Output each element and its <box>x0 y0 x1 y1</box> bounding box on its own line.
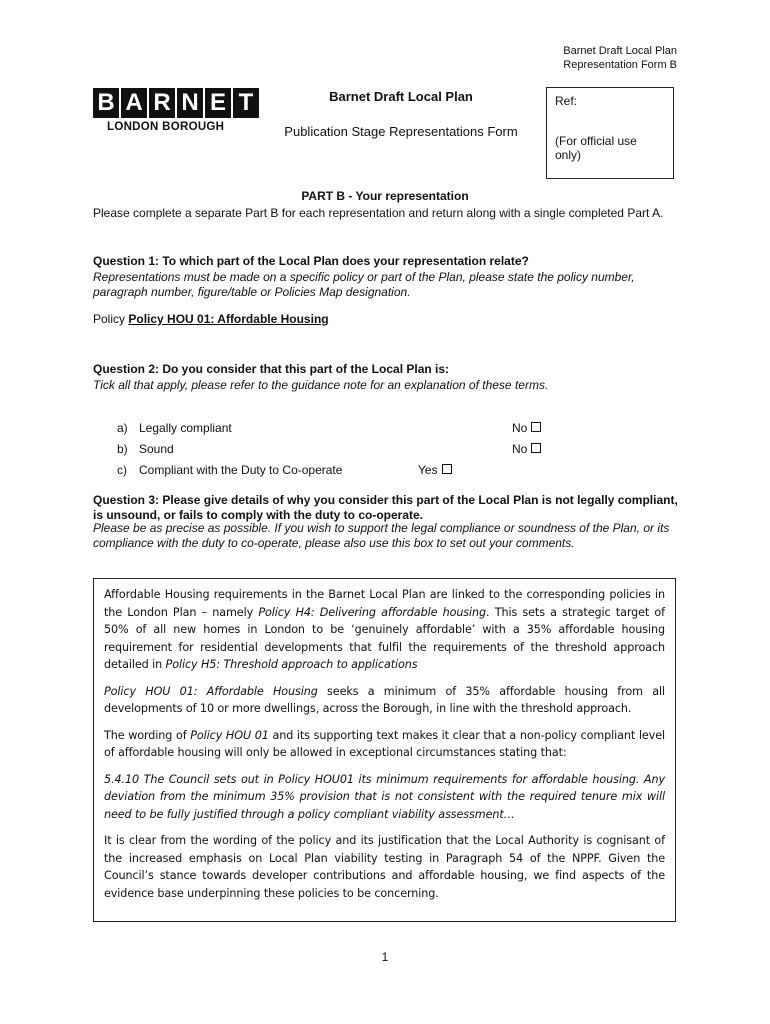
answer-text: The wording of <box>104 728 191 742</box>
policy-value: Policy HOU 01: Affordable Housing <box>128 312 329 326</box>
answer-policy-ref: Policy H4: Delivering affordable housing <box>258 605 487 619</box>
answer-quote <box>104 771 665 824</box>
option-letter: c) <box>117 463 127 477</box>
logo-letter: B <box>93 88 119 118</box>
answer-text: and its supporting text makes it clear that a non-policy compliant level of affordable housing will only be allowed in exceptional circumstances stating that: <box>104 728 665 759</box>
question-3-guidance: Please be as precise as possible. If you wish to support the legal compliance or soundness of the Plan, or its compliance with the duty to co-operate, please also use this box to set out your comments. <box>93 521 670 550</box>
question-2-guidance: Tick all that apply, please refer to the guidance note for an explanation of these terms. <box>93 378 549 392</box>
representation-answer-box[interactable] <box>93 578 676 922</box>
logo-letter: E <box>205 88 231 118</box>
answer-paragraph: It is clear from the wording of the policy and its justification that the Local Authority is cognisant of the increased emphasis on Local Plan viability testing in Paragraph 54 of the NPPF. Given the Council’s stance towards developer contributions and affordable housing, we find aspects of the evidence base underpinning these policies to be concerning. <box>104 834 665 900</box>
running-header <box>563 44 677 72</box>
page-number: 1 <box>381 950 389 964</box>
policy-label: Policy <box>93 312 126 326</box>
option-letter: b) <box>117 442 128 456</box>
option-label: Sound <box>139 442 174 456</box>
checkbox-icon[interactable] <box>531 422 541 432</box>
answer-quote-text: 5.4.10 The Council sets out in Policy HOU01 its minimum requirements for affordable housing. Any deviation from the minimum 35% provision that is not consistent with the required tenure mix will need to be fully justified through a policy compliant viability assessment… <box>104 772 665 821</box>
question-3: Question 3: Please give details of why you consider this part of the Local Plan is not legally compliant, is unsound, or fails to comply with the duty to co-operate. <box>93 493 678 522</box>
option-answer-no[interactable] <box>512 442 541 456</box>
logo-letter: N <box>177 88 203 118</box>
option-answer-no[interactable] <box>512 421 541 435</box>
answer-label: No <box>512 421 528 435</box>
answer-label: No <box>512 442 528 456</box>
option-label: Compliant with the Duty to Co-operate <box>139 463 343 477</box>
logo-letter: A <box>121 88 147 118</box>
option-label: Legally compliant <box>139 421 232 435</box>
option-letter: a) <box>117 421 128 435</box>
part-instructions: Please complete a separate Part B for each representation and return along with a single completed Part A. <box>93 206 664 220</box>
logo-letters <box>93 88 265 118</box>
checkbox-icon[interactable] <box>531 443 541 453</box>
ref-label: Ref: <box>555 94 578 108</box>
answer-paragraph <box>104 683 665 718</box>
answer-policy-ref: Policy HOU 01 <box>190 728 269 742</box>
barnet-logo <box>93 88 265 133</box>
question-2: Question 2: Do you consider that this part of the Local Plan is: <box>93 362 450 376</box>
option-answer-yes[interactable] <box>418 463 452 477</box>
answer-policy-ref: Policy HOU 01: Affordable Housing <box>104 684 318 698</box>
answer-policy-ref: Policy H5: Threshold approach to applications <box>165 658 418 671</box>
answer-text: . This sets a strategic target of 50% of all new homes in London to be ‘genuinely affordable’ with a 35% affordable housing requirement for residential developments that fulfil the requirements of the threshold approach detailed in <box>104 605 666 671</box>
official-ref-box <box>546 87 674 179</box>
policy-field <box>93 312 329 326</box>
header-line-2: Representation Form B <box>563 59 677 71</box>
question-1-guidance: Representations must be made on a specific policy or part of the Plan, please state the policy number, paragraph number, figure/table or Policies Map designation. <box>93 270 635 299</box>
logo-letter: T <box>233 88 259 118</box>
logo-letter: R <box>149 88 175 118</box>
answer-text: Affordable Housing requirements in the Barnet Local Plan are linked to the corresponding policies in the London Plan – namely <box>104 588 665 619</box>
checkbox-icon[interactable] <box>442 464 452 474</box>
answer-text: seeks a minimum of 35% affordable housing from all developments of 10 or more dwellings, across the Borough, in line with the threshold approach. <box>104 684 665 715</box>
logo-subtitle: LONDON BOROUGH <box>107 121 225 133</box>
question-1: Question 1: To which part of the Local Plan does your representation relate? <box>93 254 529 268</box>
answer-paragraph <box>104 586 665 674</box>
answer-paragraph <box>104 727 665 762</box>
document-subtitle: Publication Stage Representations Form <box>284 124 518 139</box>
answer-label: Yes <box>418 463 438 477</box>
official-use-note: (For official use only) <box>555 134 637 162</box>
header-line-1: Barnet Draft Local Plan <box>563 45 677 57</box>
document-title: Barnet Draft Local Plan <box>329 89 473 104</box>
part-title: PART B - Your representation <box>301 189 469 203</box>
